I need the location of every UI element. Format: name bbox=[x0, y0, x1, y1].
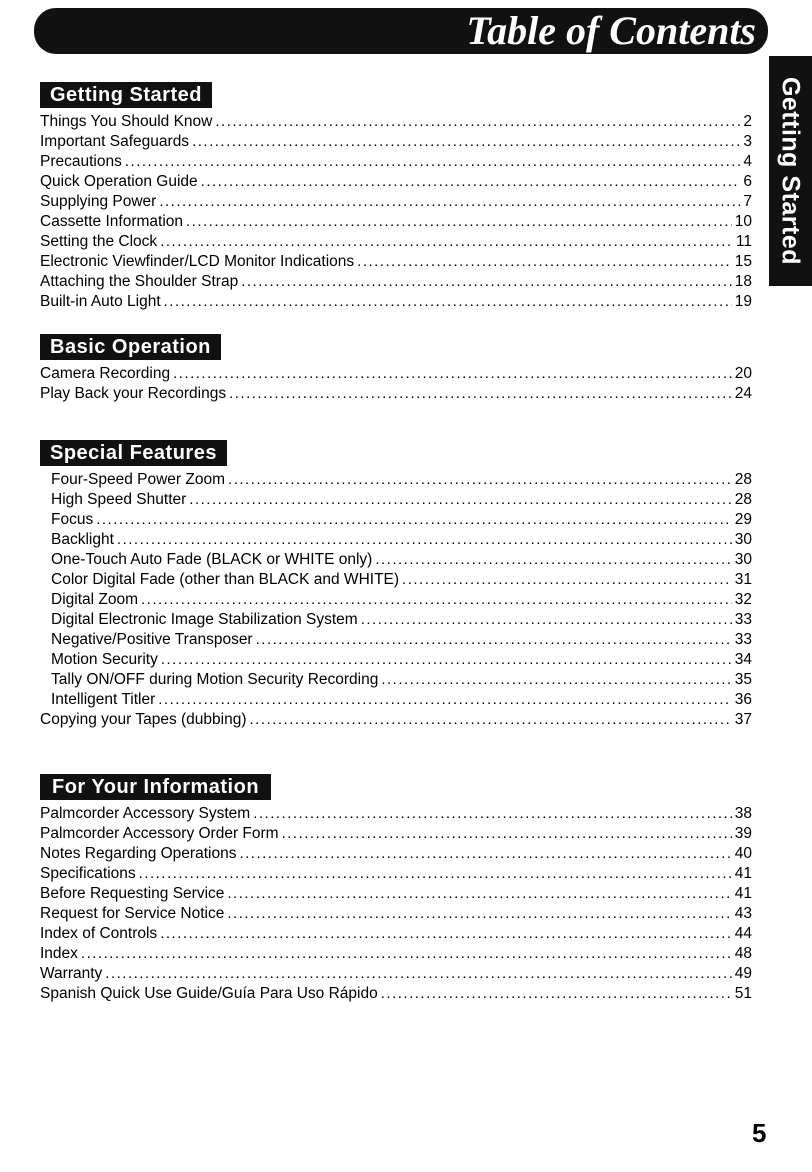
toc-entry-label: Supplying Power bbox=[40, 193, 157, 210]
section-basic-operation bbox=[40, 334, 752, 403]
toc-entry-page: 49 bbox=[734, 965, 752, 982]
toc-entry-label: Palmcorder Accessory System bbox=[40, 805, 251, 822]
section-header: Getting Started bbox=[40, 82, 212, 108]
section-header: Special Features bbox=[40, 440, 227, 466]
toc-entry-label: Specifications bbox=[40, 865, 136, 882]
dot-leader bbox=[381, 670, 731, 689]
toc-entry-label: Four-Speed Power Zoom bbox=[51, 471, 226, 488]
toc-list bbox=[40, 469, 752, 729]
dot-leader bbox=[159, 192, 740, 211]
toc-entry[interactable] bbox=[40, 291, 752, 311]
toc-entry-label: Spanish Quick Use Guide/Guía Para Uso Rápido bbox=[40, 985, 378, 1002]
toc-entry-page: 24 bbox=[734, 385, 752, 402]
dot-leader bbox=[215, 112, 740, 131]
toc-entry-label: Quick Operation Guide bbox=[40, 173, 198, 190]
toc-entry[interactable] bbox=[40, 363, 752, 383]
toc-entry-page: 32 bbox=[734, 591, 752, 608]
dot-leader bbox=[402, 570, 732, 589]
toc-entry-page: 7 bbox=[743, 193, 752, 210]
section-getting-started bbox=[40, 82, 752, 311]
toc-entry-page: 3 bbox=[743, 133, 752, 150]
toc-entry[interactable] bbox=[40, 383, 752, 403]
toc-entry[interactable] bbox=[40, 569, 752, 589]
toc-entry-page: 41 bbox=[734, 885, 752, 902]
toc-entry-page: 31 bbox=[734, 571, 752, 588]
toc-entry-label: Precautions bbox=[40, 153, 122, 170]
dot-leader bbox=[250, 710, 732, 729]
toc-entry-label: Copying your Tapes (dubbing) bbox=[40, 711, 247, 728]
section-header: Basic Operation bbox=[40, 334, 221, 360]
dot-leader bbox=[375, 550, 731, 569]
toc-entry[interactable] bbox=[40, 943, 752, 963]
toc-entry-label: One-Touch Auto Fade (BLACK or WHITE only) bbox=[51, 551, 373, 568]
dot-leader bbox=[125, 152, 741, 171]
title-bar bbox=[34, 8, 768, 54]
toc-entry[interactable] bbox=[40, 669, 752, 689]
toc-entry-label: Electronic Viewfinder/LCD Monitor Indications bbox=[40, 253, 355, 270]
toc-entry-label: High Speed Shutter bbox=[51, 491, 187, 508]
dot-leader bbox=[158, 690, 732, 709]
page-title: Table of Contents bbox=[466, 8, 756, 53]
dot-leader bbox=[282, 824, 732, 843]
section-header: For Your Information bbox=[40, 774, 271, 800]
toc-entry-label: Warranty bbox=[40, 965, 103, 982]
toc-entry[interactable] bbox=[40, 923, 752, 943]
dot-leader bbox=[139, 864, 732, 883]
dot-leader bbox=[361, 610, 732, 629]
toc-entry[interactable] bbox=[40, 469, 752, 489]
toc-list bbox=[40, 363, 752, 403]
dot-leader bbox=[201, 172, 741, 191]
toc-entry-label: Digital Electronic Image Stabilization System bbox=[51, 611, 358, 628]
dot-leader bbox=[161, 650, 732, 669]
dot-leader bbox=[256, 630, 732, 649]
toc-entry-page: 38 bbox=[734, 805, 752, 822]
toc-entry-label: Negative/Positive Transposer bbox=[51, 631, 253, 648]
dot-leader bbox=[253, 804, 732, 823]
toc-entry-page: 36 bbox=[734, 691, 752, 708]
dot-leader bbox=[227, 904, 731, 923]
toc-entry[interactable] bbox=[40, 863, 752, 883]
toc-entry[interactable] bbox=[40, 589, 752, 609]
toc-entry[interactable] bbox=[40, 983, 752, 1003]
dot-leader bbox=[96, 510, 732, 529]
toc-entry[interactable] bbox=[40, 509, 752, 529]
dot-leader bbox=[229, 384, 732, 403]
toc-entry-label: Attaching the Shoulder Strap bbox=[40, 273, 239, 290]
dot-leader bbox=[141, 590, 732, 609]
toc-entry-page: 39 bbox=[734, 825, 752, 842]
toc-entry-page: 28 bbox=[734, 471, 752, 488]
section-for-your-information bbox=[40, 774, 752, 1003]
page-number: 5 bbox=[752, 1118, 767, 1148]
toc-entry-label: Index bbox=[40, 945, 78, 962]
toc-entry-page: 41 bbox=[734, 865, 752, 882]
toc-entry[interactable] bbox=[40, 629, 752, 649]
dot-leader bbox=[192, 132, 740, 151]
toc-entry-label: Digital Zoom bbox=[51, 591, 138, 608]
dot-leader bbox=[357, 252, 732, 271]
dot-leader bbox=[189, 490, 731, 509]
toc-entry[interactable] bbox=[40, 903, 752, 923]
toc-entry[interactable] bbox=[40, 191, 752, 211]
dot-leader bbox=[105, 964, 731, 983]
toc-entry[interactable] bbox=[40, 883, 752, 903]
toc-entry[interactable] bbox=[40, 489, 752, 509]
toc-entry-page: 28 bbox=[734, 491, 752, 508]
toc-entry-page: 33 bbox=[734, 631, 752, 648]
toc-entry-page: 15 bbox=[734, 253, 752, 270]
toc-entry-label: Notes Regarding Operations bbox=[40, 845, 237, 862]
toc-entry-label: Before Requesting Service bbox=[40, 885, 225, 902]
toc-entry[interactable] bbox=[40, 211, 752, 231]
dot-leader bbox=[117, 530, 732, 549]
dot-leader bbox=[228, 470, 732, 489]
toc-entry-page: 6 bbox=[743, 173, 752, 190]
toc-entry[interactable] bbox=[40, 251, 752, 271]
dot-leader bbox=[186, 212, 732, 231]
toc-entry-page: 29 bbox=[734, 511, 752, 528]
toc-entry[interactable] bbox=[40, 529, 752, 549]
toc-entry-page: 37 bbox=[734, 711, 752, 728]
dot-leader bbox=[227, 884, 731, 903]
dot-leader bbox=[381, 984, 732, 1003]
toc-entry-label: Motion Security bbox=[51, 651, 158, 668]
dot-leader bbox=[164, 292, 732, 311]
toc-entry-label: Important Safeguards bbox=[40, 133, 190, 150]
dot-leader bbox=[160, 232, 733, 251]
toc-entry[interactable] bbox=[40, 649, 752, 669]
toc-entry-label: Cassette Information bbox=[40, 213, 184, 230]
toc-entry-page: 19 bbox=[734, 293, 752, 310]
toc-entry[interactable] bbox=[40, 609, 752, 629]
toc-entry-label: Tally ON/OFF during Motion Security Recording bbox=[51, 671, 379, 688]
toc-entry-page: 35 bbox=[734, 671, 752, 688]
toc-entry-page: 11 bbox=[735, 233, 752, 250]
side-tab-label: Getting Started bbox=[776, 76, 805, 266]
toc-entry-page: 2 bbox=[743, 113, 752, 130]
toc-entry-page: 34 bbox=[734, 651, 752, 668]
dot-leader bbox=[173, 364, 732, 383]
toc-entry-page: 30 bbox=[734, 531, 752, 548]
toc-entry-label: Intelligent Titler bbox=[51, 691, 156, 708]
toc-entry-label: Backlight bbox=[51, 531, 114, 548]
toc-entry-page: 43 bbox=[734, 905, 752, 922]
toc-list bbox=[40, 111, 752, 311]
toc-entry[interactable] bbox=[40, 823, 752, 843]
toc-entry-label: Play Back your Recordings bbox=[40, 385, 227, 402]
dot-leader bbox=[239, 844, 731, 863]
toc-entry[interactable] bbox=[40, 549, 752, 569]
toc-entry[interactable] bbox=[40, 963, 752, 983]
dot-leader bbox=[241, 272, 732, 291]
toc-entry-label: Palmcorder Accessory Order Form bbox=[40, 825, 279, 842]
toc-entry-label: Request for Service Notice bbox=[40, 905, 225, 922]
toc-entry-page: 10 bbox=[734, 213, 752, 230]
toc-entry-label: Setting the Clock bbox=[40, 233, 158, 250]
toc-entry-page: 48 bbox=[734, 945, 752, 962]
toc-entry-page: 20 bbox=[734, 365, 752, 382]
toc-entry[interactable] bbox=[40, 111, 752, 131]
toc-entry-page: 44 bbox=[734, 925, 752, 942]
toc-entry-page: 33 bbox=[734, 611, 752, 628]
toc-entry[interactable] bbox=[40, 171, 752, 191]
toc-list bbox=[40, 803, 752, 1003]
toc-entry-label: Camera Recording bbox=[40, 365, 171, 382]
toc-entry[interactable] bbox=[40, 231, 752, 251]
toc-entry[interactable] bbox=[40, 689, 752, 709]
toc-entry[interactable] bbox=[40, 843, 752, 863]
side-tab bbox=[769, 56, 812, 286]
toc-entry-page: 51 bbox=[734, 985, 752, 1002]
toc-entry[interactable] bbox=[40, 151, 752, 171]
toc-entry-page: 18 bbox=[734, 273, 752, 290]
toc-entry[interactable] bbox=[40, 709, 752, 729]
toc-entry-page: 40 bbox=[734, 845, 752, 862]
toc-entry[interactable] bbox=[40, 271, 752, 291]
toc-entry-page: 4 bbox=[743, 153, 752, 170]
toc-entry-label: Index of Controls bbox=[40, 925, 158, 942]
section-special-features bbox=[40, 440, 752, 729]
toc-entry[interactable] bbox=[40, 131, 752, 151]
toc-entry-label: Color Digital Fade (other than BLACK and WHITE) bbox=[51, 571, 400, 588]
toc-entry-label: Things You Should Know bbox=[40, 113, 213, 130]
toc-entry[interactable] bbox=[40, 803, 752, 823]
dot-leader bbox=[160, 924, 732, 943]
dot-leader bbox=[81, 944, 732, 963]
toc-entry-label: Built-in Auto Light bbox=[40, 293, 161, 310]
toc-entry-label: Focus bbox=[51, 511, 94, 528]
toc-entry-page: 30 bbox=[734, 551, 752, 568]
